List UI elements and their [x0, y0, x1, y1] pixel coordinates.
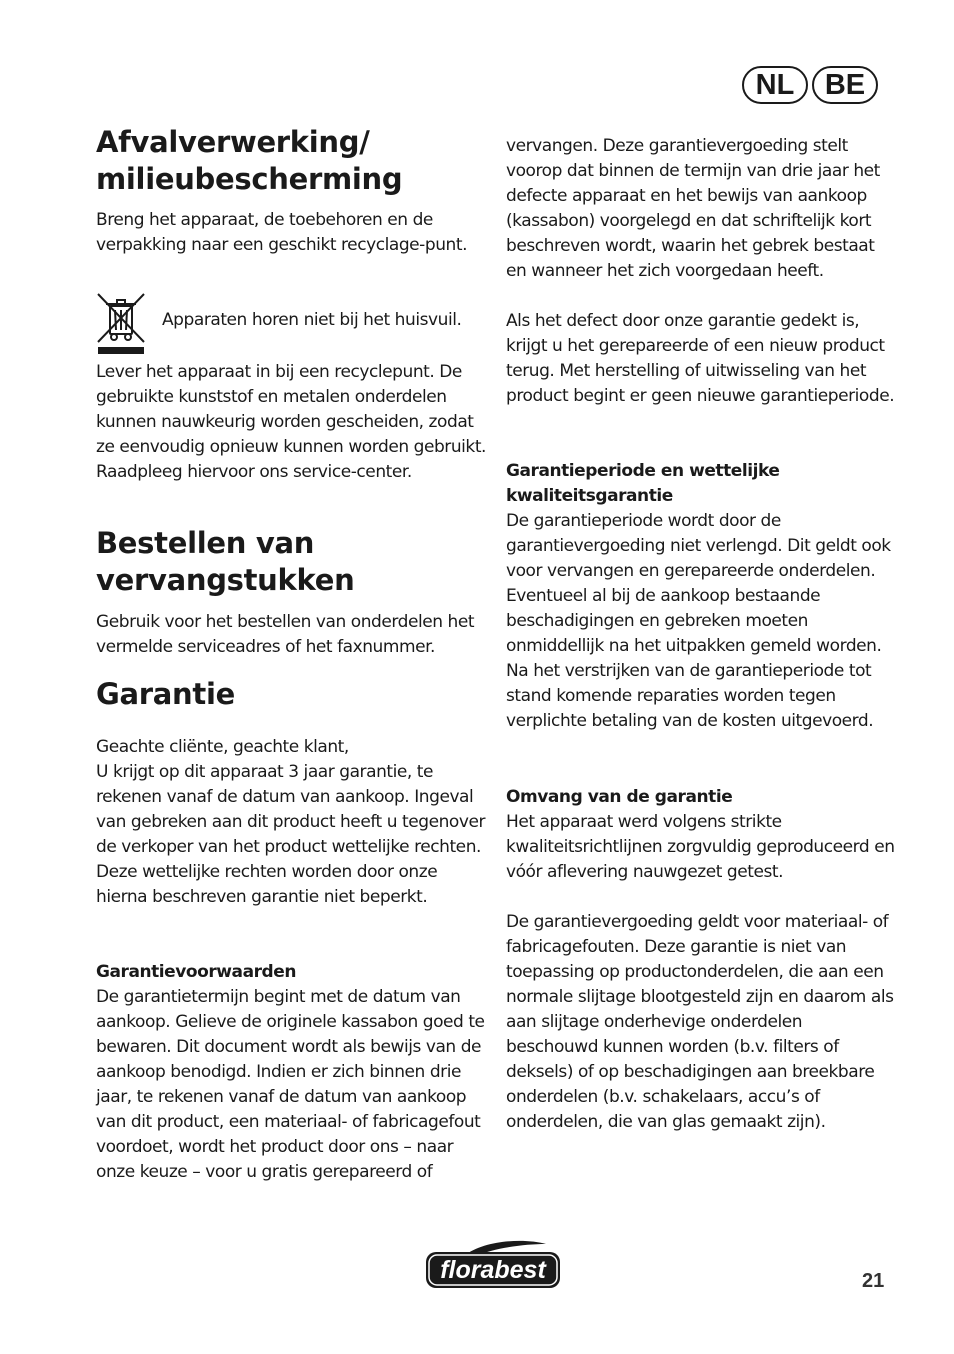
- warranty-heading: Garantie: [96, 677, 235, 711]
- warranty-period-heading-line1: Garantieperiode en wettelijke: [506, 461, 780, 481]
- language-badge-nl: NL: [742, 66, 808, 104]
- weee-notice: Apparaten horen niet bij het huisvuil.: [162, 310, 462, 330]
- disposal-heading: [96, 124, 486, 198]
- warranty-period-body: De garantieperiode wordt door de garantievergoeding niet verlengd. Dit geldt ook voor vervangen en gerepareerde onderdelen. Eventueel al bij de aankoop bestaande beschadigingen en gebreken moeten onmiddellijk na het uitpakken gemeld worden. Na het verstrijken van de garantieperiode tot stand komende reparaties worden tegen verplichte betaling van de kosten uitgevoerd.: [506, 511, 891, 731]
- crossed-out-wheelie-bin-icon: [96, 292, 148, 356]
- parts-heading-line1: Bestellen van: [96, 526, 315, 560]
- disposal-heading-line2: milieubescherming: [96, 162, 403, 196]
- warranty-conditions-heading: Garantievoorwaarden: [96, 962, 296, 982]
- warranty-scope-body-2: De garantievergoeding geldt voor materiaal- of fabricagefouten. Deze garantie is niet van toepassing op productonderdelen, die aan een normale slijtage blootgesteld zijn en daarom als aan slijtage onderhevige onderdelen beschouwd kunnen worden (b.v. filters of deksels) of op beschadigingen aan breekbare onderdelen (b.v. schakelaars, accu’s of onderdelen, die van glas gemaakt zijn).: [506, 912, 894, 1132]
- disposal-body: Lever het apparaat in bij een recyclepunt. De gebruikte kunststof en metalen onderdelen kunnen nauwkeurig worden gescheiden, zodat ze eenvoudig opnieuw kunnen worden gebruikt. Raadpleeg hiervoor ons service-center.: [96, 362, 487, 482]
- warranty-period-heading: [506, 459, 898, 509]
- disposal-heading-line1: Afvalverwerking/: [96, 125, 370, 159]
- warranty-period-heading-line2: kwaliteitsgarantie: [506, 486, 673, 506]
- page-number: 21: [862, 1270, 885, 1292]
- parts-heading-line2: vervangstukken: [96, 563, 355, 597]
- conditions-continued: vervangen. Deze garantievergoeding stelt voorop dat binnen de termijn van drie jaar het defecte apparaat en het bewijs van aankoop (kassabon) voorgelegd en dat schriftelijk kort beschreven wordt, waarin het gebrek bestaat en wanneer het zich voorgedaan heeft.: [506, 136, 880, 281]
- warranty-scope-heading: Omvang van de garantie: [506, 787, 733, 807]
- warranty-scope-body: Het apparaat werd volgens strikte kwaliteitsrichtlijnen zorgvuldig geproduceerd en vóór aflevering nauwgezet getest.: [506, 812, 895, 882]
- florabest-logo: [424, 1238, 562, 1290]
- language-badges: [742, 66, 878, 104]
- conditions-continued-2: Als het defect door onze garantie gedekt is, krijgt u het gerepareerde of een nieuw product terug. Met herstelling of uitwisseling van het product begint er geen nieuwe garantieperiode.: [506, 311, 895, 406]
- warranty-greeting: Geachte cliënte, geachte klant,: [96, 737, 349, 757]
- language-badge-be: BE: [812, 66, 878, 104]
- warranty-conditions-body: De garantietermijn begint met de datum van aankoop. Gelieve de originele kassabon goed te bewaren. Dit document wordt als bewijs van de aankoop benodigd. Indien er zich binnen drie jaar, te rekenen vanaf de datum van aankoop van dit product, een materiaal- of fabricagefout voordoet, wordt het product door ons – naar onze keuze – voor u gratis gerepareerd of: [96, 987, 485, 1182]
- logo-wordmark: florabest: [440, 1256, 546, 1284]
- parts-body: Gebruik voor het bestellen van onderdelen het vermelde serviceadres of het faxnummer.: [96, 612, 475, 657]
- warranty-body: U krijgt op dit apparaat 3 jaar garantie, te rekenen vanaf de datum van aankoop. Ingeval van gebreken aan dit product heeft u tegenover de verkoper van het product wettelijke rechten. Deze wettelijke rechten worden door onze hierna beschreven garantie niet beperkt.: [96, 762, 486, 907]
- parts-heading: [96, 525, 486, 599]
- disposal-intro: Breng het apparaat, de toebehoren en de verpakking naar een geschikt recyclage-punt.: [96, 210, 468, 255]
